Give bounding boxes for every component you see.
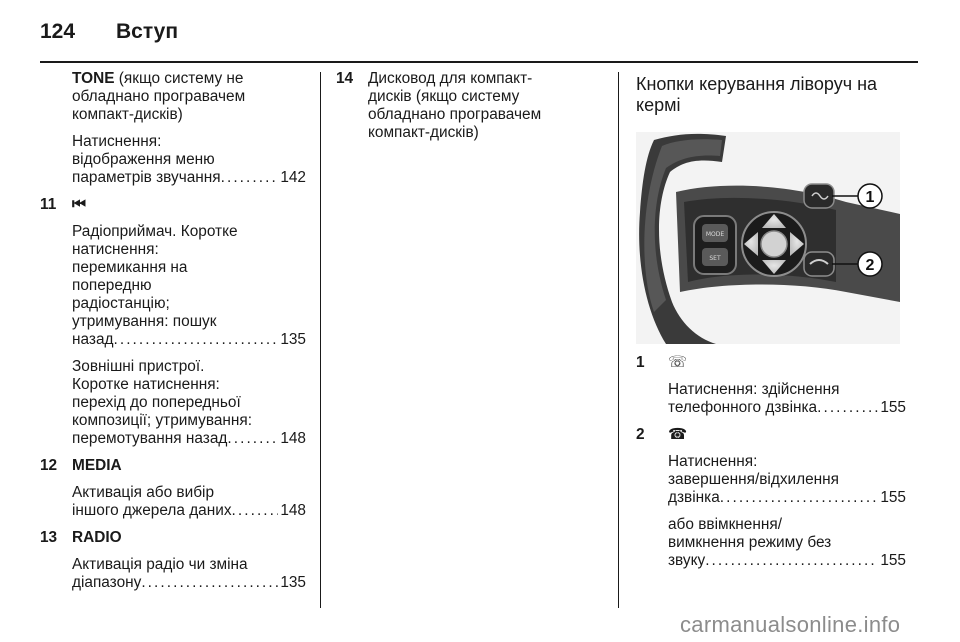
item14-line: Дисковод для компакт- bbox=[368, 70, 533, 87]
item-number: 13 bbox=[40, 529, 58, 546]
watermark: carmanualsonline.info bbox=[680, 612, 901, 637]
item11-line: натиснення: bbox=[72, 241, 159, 258]
item2-line: або ввімкнення/ bbox=[668, 516, 782, 533]
item11-line: Радіоприймач. Коротке bbox=[72, 223, 238, 240]
item2-line: завершення/відхилення bbox=[668, 471, 839, 488]
entry-11 bbox=[40, 196, 306, 448]
item11-line: Коротке натиснення: bbox=[72, 376, 220, 393]
item13-ref: діапазону . . . 135 bbox=[72, 574, 306, 592]
item11-ref-1: назад . . . 135 bbox=[72, 331, 306, 349]
item2-line: вимкнення режиму без bbox=[668, 534, 832, 551]
tone-desc-1: (якщо систему не bbox=[118, 70, 244, 87]
header-divider bbox=[40, 61, 918, 63]
item2-ref-1: дзвінка . . . 155 bbox=[668, 489, 906, 507]
hang-up-icon: ☎ bbox=[668, 426, 688, 443]
callout-2: 2 bbox=[865, 257, 875, 274]
column-divider-1 bbox=[320, 72, 321, 608]
section-title-line: Кнопки керування ліворуч на bbox=[636, 74, 878, 94]
entry-14 bbox=[336, 70, 596, 142]
steering-wheel-illustration bbox=[636, 132, 900, 344]
steering-wheel-figure bbox=[636, 132, 900, 344]
item-number: 11 bbox=[40, 196, 57, 213]
section-title-line: кермі bbox=[636, 95, 681, 115]
item11-line: утримування: пошук bbox=[72, 313, 217, 330]
tone-desc-2: обладнано програвачем bbox=[72, 88, 246, 105]
item-number: 14 bbox=[336, 70, 354, 87]
item13-page-link[interactable]: 135 bbox=[280, 574, 306, 591]
tone-desc-3: компакт-дисків) bbox=[72, 106, 183, 123]
item11-line: Зовнішні пристрої. bbox=[72, 358, 205, 375]
tone-key: TONE bbox=[72, 70, 115, 87]
entry-13 bbox=[40, 529, 306, 592]
entry-1 bbox=[636, 354, 906, 417]
item11-line: композиції; утримування: bbox=[72, 412, 253, 429]
item14-line: обладнано програвачем bbox=[368, 106, 542, 123]
item2-page-link-2[interactable]: 155 bbox=[880, 552, 906, 569]
item1-line: Натиснення: здійснення bbox=[668, 381, 840, 398]
item2-line: Натиснення: bbox=[668, 453, 758, 470]
column-2 bbox=[336, 70, 596, 142]
item11-line: перехід до попередньої bbox=[72, 394, 241, 411]
item12-line: Активація або вибір bbox=[72, 484, 215, 501]
tone-ref: параметрів звучання . . . 142 bbox=[72, 169, 306, 187]
item-number: 2 bbox=[636, 426, 645, 443]
page-title: Вступ bbox=[116, 20, 179, 43]
item1-page-link[interactable]: 155 bbox=[880, 399, 906, 416]
entry-tone bbox=[40, 70, 306, 187]
entry-2 bbox=[636, 426, 906, 570]
mode-label: MODE bbox=[705, 231, 725, 238]
radio-key: RADIO bbox=[72, 529, 122, 546]
section-title bbox=[636, 74, 906, 116]
phone-voice-icon: ☏ bbox=[668, 354, 688, 371]
tone-page-link[interactable]: 142 bbox=[280, 169, 306, 186]
item11-ref-2: перемотування назад . . . 148 bbox=[72, 430, 306, 448]
column-1 bbox=[40, 70, 306, 601]
item2-ref-2: звуку . . . 155 bbox=[668, 552, 906, 570]
item1-ref: телефонного дзвінка . . . 155 bbox=[668, 399, 906, 417]
item11-line: радіостанцію; bbox=[72, 295, 170, 312]
page-number: 124 bbox=[40, 20, 76, 43]
item2-page-link-1[interactable]: 155 bbox=[880, 489, 906, 506]
callout-1: 1 bbox=[865, 189, 875, 206]
item12-ref: іншого джерела даних . . . 148 bbox=[72, 502, 306, 520]
item11-page-link-1[interactable]: 135 bbox=[280, 331, 306, 348]
item-number: 1 bbox=[636, 354, 645, 371]
entry-12 bbox=[40, 457, 306, 520]
column-divider-2 bbox=[618, 72, 619, 608]
item-number: 12 bbox=[40, 457, 58, 474]
media-key: MEDIA bbox=[72, 457, 122, 474]
item12-page-link[interactable]: 148 bbox=[280, 502, 306, 519]
item11-page-link-2[interactable]: 148 bbox=[280, 430, 306, 447]
set-label: SET bbox=[709, 255, 721, 262]
item11-line: попередню bbox=[72, 277, 152, 294]
item11-line: перемикання на bbox=[72, 259, 188, 276]
item13-line: Активація радіо чи зміна bbox=[72, 556, 248, 573]
tone-press-1: Натиснення: bbox=[72, 133, 162, 150]
item14-line: компакт-дисків) bbox=[368, 124, 479, 141]
skip-back-icon: ⏮ bbox=[72, 196, 86, 213]
column-3 bbox=[636, 74, 906, 579]
tone-press-2: відображення меню bbox=[72, 151, 215, 168]
item14-line: дисків (якщо систему bbox=[368, 88, 520, 105]
